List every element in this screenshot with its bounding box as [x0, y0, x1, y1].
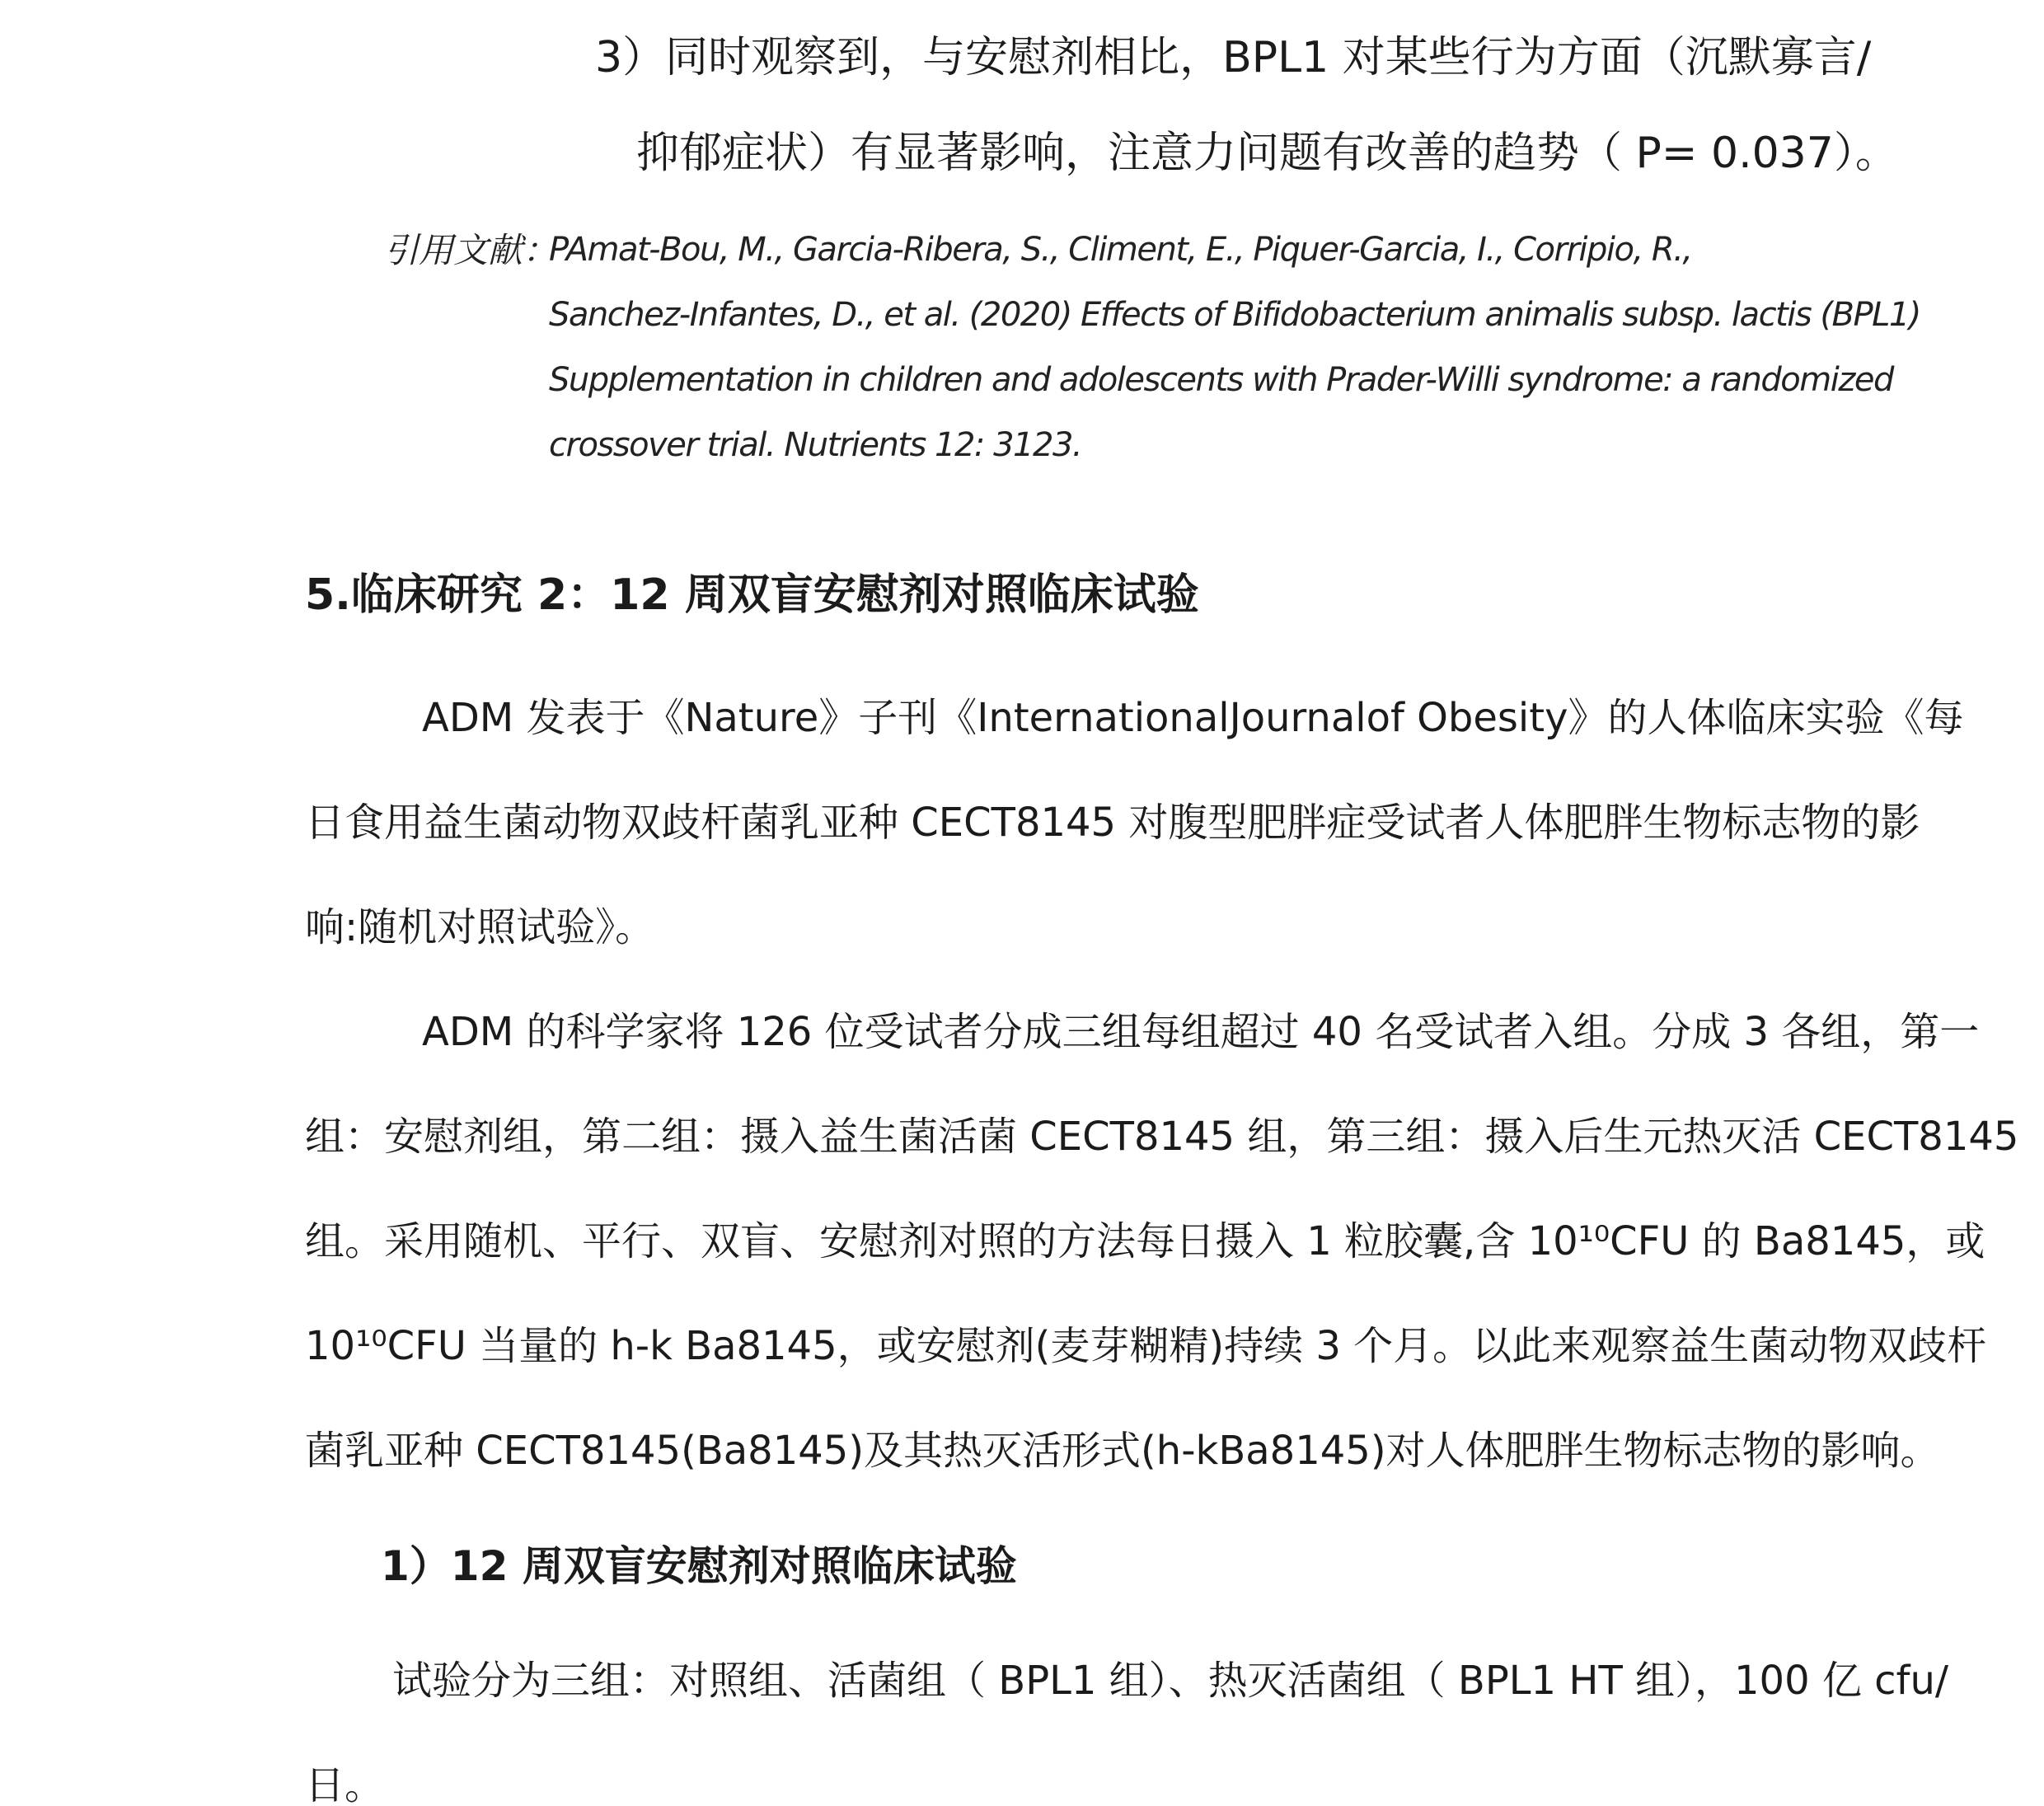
paragraph2-line-1: ADM 的科学家将 126 位受试者分成三组每组超过 40 名受试者入组。分成 3 各组，第一	[422, 1009, 1980, 1055]
paragraph2-line-2: 组：安慰剂组，第二组：摄入益生菌活菌 CECT8145 组，第三组：摄入后生元热灭活 CECT8145	[305, 1114, 2019, 1160]
paragraph1-line-2: 日食用益生菌动物双歧杆菌乳亚种 CECT8145 对腹型肥胖症受试者人体肥胖生物标志物的影	[305, 800, 1920, 846]
behavior-observation-line-2: 抑郁症状）有显著影响，注意力问题有改善的趋势（ P= 0.037）。	[636, 129, 1898, 178]
paragraph-trial-groups	[305, 1629, 1949, 1806]
paragraph3-line-1: 试验分为三组：对照组、活菌组（ BPL1 组）、热灭活菌组（ BPL1 HT 组），100 亿 cfu/	[392, 1658, 1949, 1704]
paragraph2-line-4: 10¹⁰CFU 当量的 h-k Ba8145，或安慰剂(麦芽糊精)持续 3 个月。以此来观察益生菌动物双歧杆	[305, 1323, 1987, 1369]
citation-label: 引用文献：	[384, 230, 558, 270]
paragraph2-line-3: 组。采用随机、平行、双盲、安慰剂对照的方法每日摄入 1 粒胶囊,含 10¹⁰CFU 的 Ba8145，或	[305, 1218, 1985, 1264]
citation-line-1: PAmat-Bou, M., Garcia-Ribera, S., Climent, E., Piquer-Garcia, I., Corripio, R.,	[549, 231, 1692, 269]
paragraph-study-publication	[305, 666, 1964, 980]
subheading-12-week-trial: 1）12 周双盲安慰剂对照临床试验	[381, 1542, 1017, 1590]
paragraph2-line-5: 菌乳亚种 CECT8145(Ba8145)及其热灭活形式(h-kBa8145)对人体肥胖生物标志物的影响。	[305, 1428, 1940, 1474]
behavior-observation-line-1: 3）同时观察到，与安慰剂相比，BPL1 对某些行为方面（沉默寡言/	[595, 33, 1872, 82]
citation-line-4: crossover trial. Nutrients 12: 3123.	[549, 426, 1082, 464]
citation-line-2: Sanchez-Infantes, D., et al. (2020) Effects of Bifidobacterium animalis subsp. lactis (BPL1)	[549, 296, 1920, 334]
citation-line-3: Supplementation in children and adolescents with Prader-Willi syndrome: a randomized	[549, 361, 1893, 399]
section-heading-clinical-study-2: 5.临床研究 2：12 周双盲安慰剂对照临床试验	[305, 570, 1199, 620]
paragraph3-line-2: 日。	[305, 1762, 385, 1806]
citation-block	[305, 218, 1920, 478]
behavior-observation-paragraph	[305, 10, 1898, 201]
paragraph1-line-3: 响:随机对照试验》。	[305, 904, 655, 950]
paragraph1-line-1: ADM 发表于《Nature》子刊《InternationalJournalof Obesity》的人体临床实验《每	[422, 695, 1964, 741]
paragraph-study-design	[305, 980, 2019, 1503]
